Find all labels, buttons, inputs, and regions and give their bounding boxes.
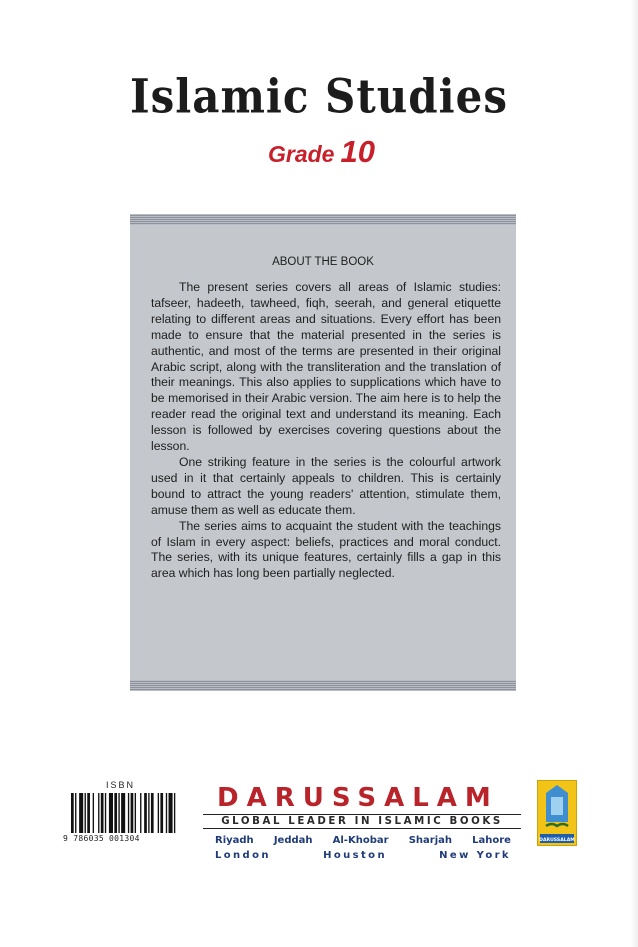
grade-label — [268, 134, 375, 170]
cities-row-1 — [203, 833, 511, 848]
barcode-digits: 9 786035 001304 — [63, 834, 140, 843]
city-jeddah: Jeddah — [273, 835, 313, 846]
city-riyadh: Riyadh — [215, 835, 254, 846]
publisher-cities — [203, 833, 521, 863]
publisher-name: DARUSSALAM — [217, 783, 499, 813]
darussalam-logo-icon — [537, 780, 577, 846]
page-edge-shadow — [630, 0, 638, 947]
city-sharjah: Sharjah — [408, 835, 452, 846]
isbn-label: ISBN — [105, 780, 135, 790]
city-new-york: New York — [439, 850, 511, 861]
cities-row-2 — [203, 848, 511, 863]
about-text — [151, 280, 501, 582]
publisher-tagline: GLOBAL LEADER IN ISLAMIC BOOKS — [203, 814, 521, 829]
city-al-khobar: Al-Khobar — [332, 835, 389, 846]
city-houston: Houston — [323, 850, 387, 861]
about-panel — [130, 225, 516, 680]
panel-top-band — [130, 214, 516, 225]
logo-text: DARUSSALAM — [539, 837, 575, 843]
about-paragraph-2: One striking feature in the series is the colourful artwork used in it that certainly appeals to children. This is certainly bound to attract the young readers' attention, stimulate them, amuse them as well as educate them. — [151, 454, 501, 517]
about-paragraph-1: The present series covers all areas of Islamic studies: tafseer, hadeeth, tawheed, fiqh, seerah, and general etiquette relating to different areas and situations. Every effort has been made to ensure that the material presented in the series is authentic, and most of the terms are presented in their original Arabic script, along with the transliteration and the translation of their meanings. This also applies to supplications which have to be memorised in their Arabic version. The aim here is to help the reader read the original text and understand its meaning. Each lesson is followed by exercises covering questions about the lesson. — [151, 280, 501, 454]
city-lahore: Lahore — [472, 835, 511, 846]
barcode-bars — [71, 793, 178, 833]
isbn-barcode — [63, 780, 178, 845]
about-paragraph-3: The series aims to acquaint the student with the teachings of Islam in every aspect: beliefs, practices and moral conduct. The series, with its unique features, certainly fills a gap in this area which has long been partially neglected. — [151, 518, 501, 581]
panel-bottom-band — [130, 680, 516, 691]
book-title: Islamic Studies — [129, 69, 508, 124]
grade-word: Grade — [268, 141, 335, 167]
about-heading: ABOUT THE BOOK — [272, 256, 374, 268]
publisher-block — [203, 785, 521, 863]
city-london: London — [215, 850, 271, 861]
grade-number: 10 — [340, 134, 375, 169]
